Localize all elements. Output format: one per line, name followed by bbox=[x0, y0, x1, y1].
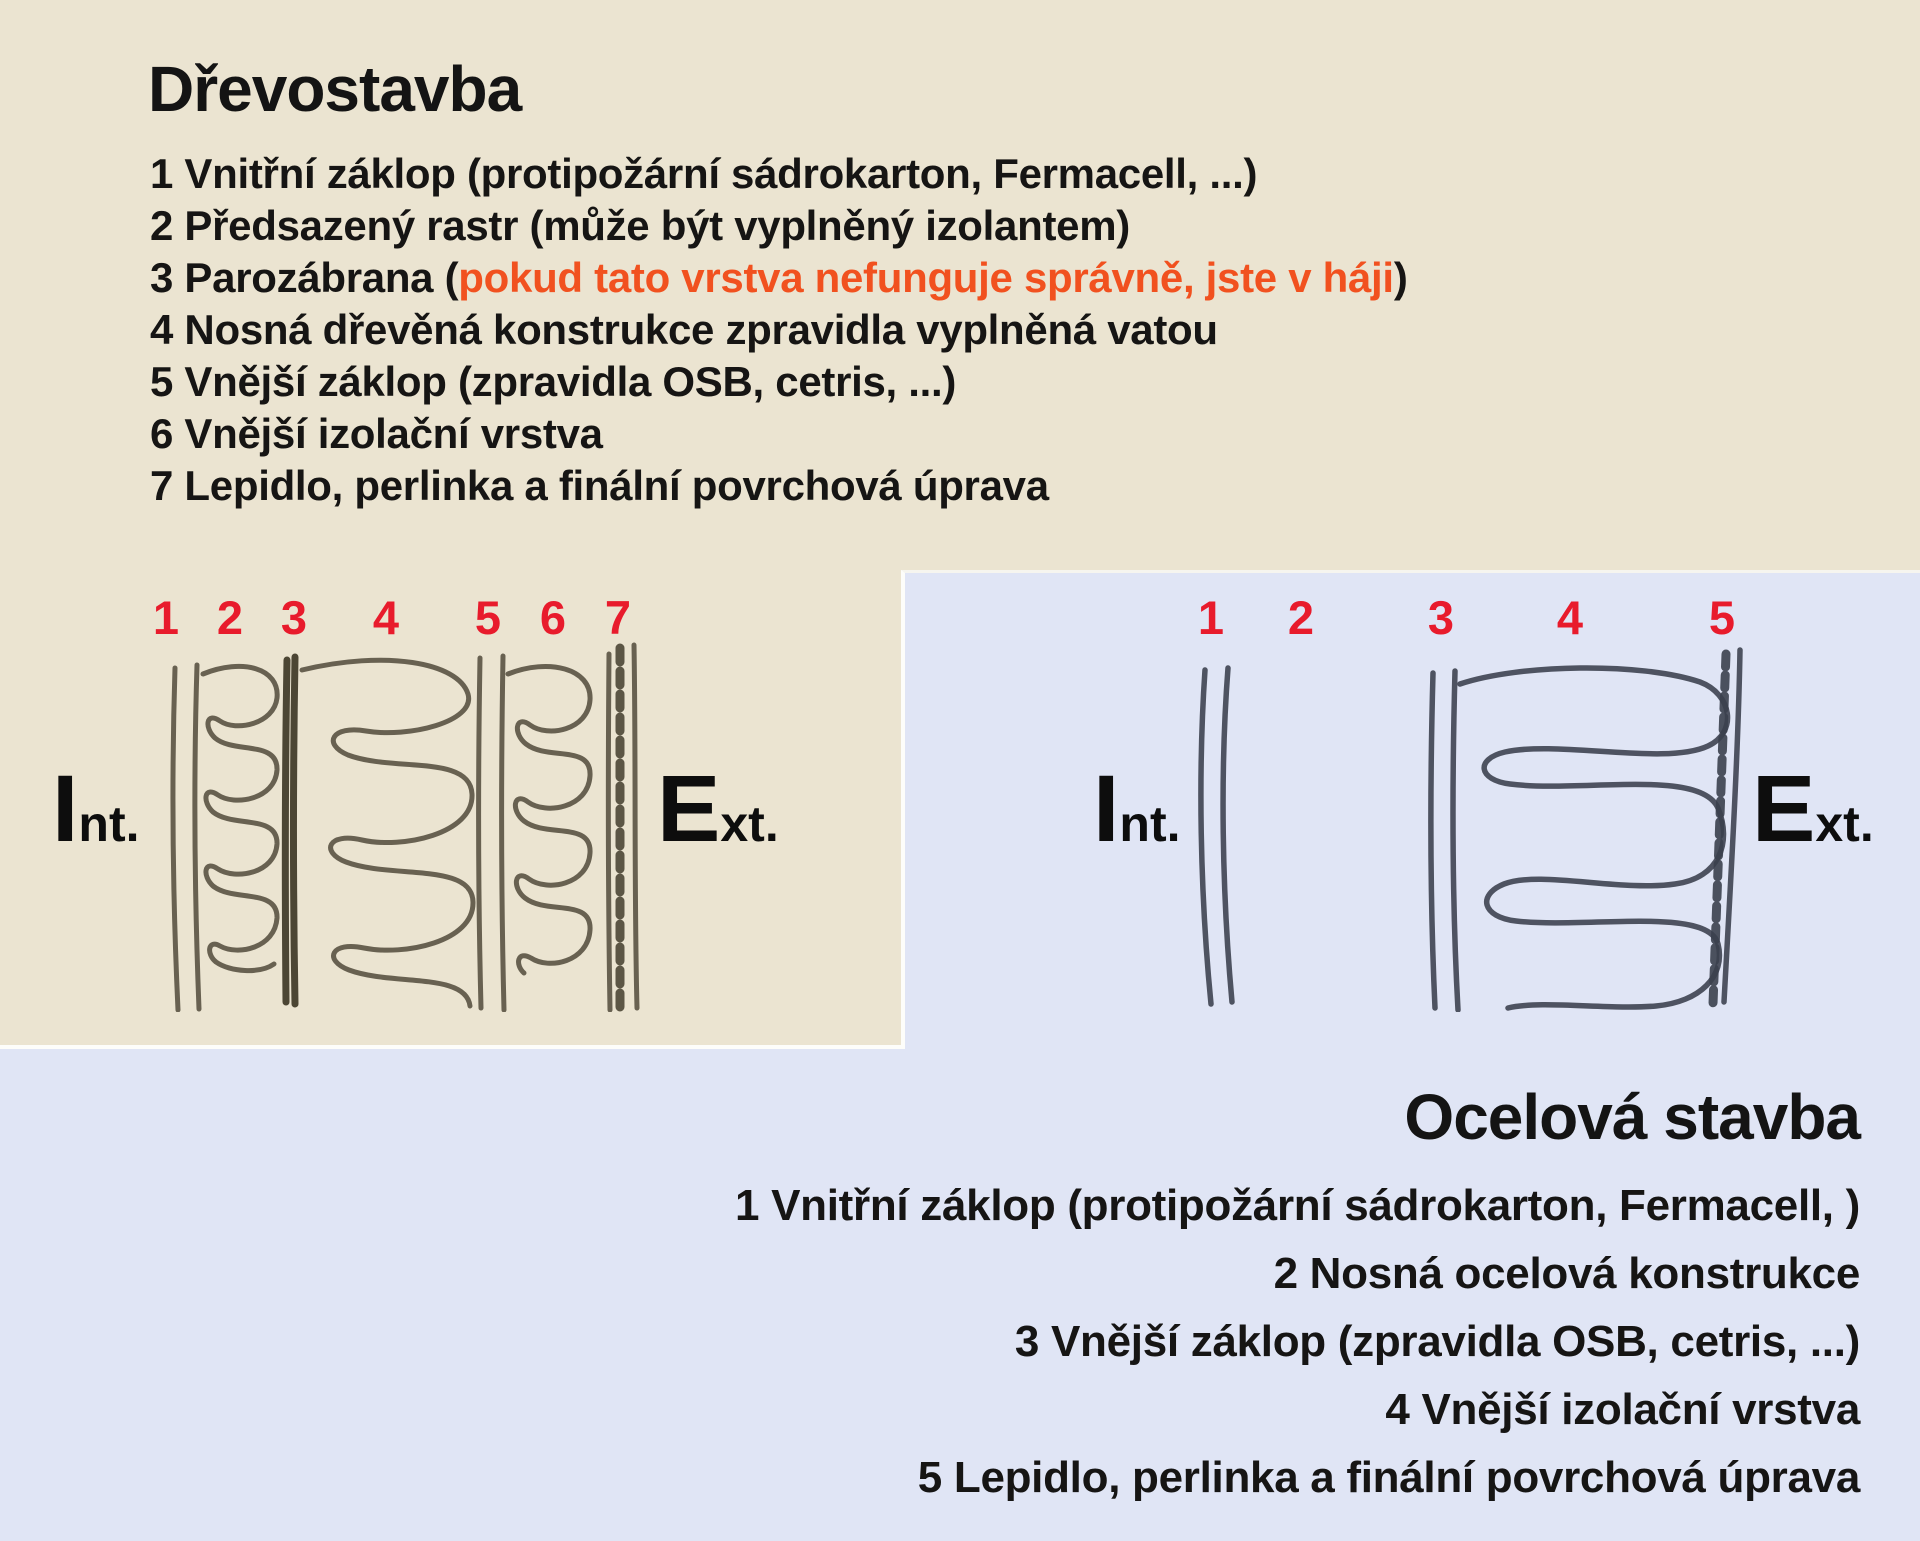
wood-layer-item-1 bbox=[150, 148, 1650, 200]
wood-layer-number-6: 6 bbox=[539, 591, 567, 644]
steel-interior-label: Int. bbox=[1093, 756, 1181, 862]
wood-exterior-label: Ext. bbox=[657, 756, 779, 862]
steel-layer-number-5: 5 bbox=[1708, 591, 1736, 644]
wood-layer-number-1: 1 bbox=[152, 591, 180, 644]
wood-layer-list bbox=[150, 148, 1650, 512]
steel-layer-item-5-text: 5 Lepidlo, perlinka a finální povrchová úprava bbox=[917, 1453, 1860, 1502]
wood-layer-number-2: 2 bbox=[216, 591, 244, 644]
wood-section-title: Dřevostavba bbox=[148, 53, 522, 125]
wood-layer-item-3: 3 Parozábrana (pokud tato vrstva nefunguje správně, jste v háji) bbox=[150, 254, 1408, 301]
wood-layer-item-7 bbox=[150, 460, 1650, 512]
wood-layer-item-2-text: 2 Předsazený rastr (může být vyplněný izolantem) bbox=[150, 202, 1130, 249]
wood-layer-item-2 bbox=[150, 200, 1650, 252]
steel-layer-number-2: 2 bbox=[1287, 591, 1315, 644]
wood-layer-item-5 bbox=[150, 356, 1650, 408]
steel-exterior-label: Ext. bbox=[1752, 756, 1874, 862]
wood-layer-item-5-text: 5 Vnější záklop (zpravidla OSB, cetris, ...) bbox=[150, 358, 957, 405]
steel-wall-cross-section-sketch bbox=[1160, 612, 1820, 1012]
steel-layer-item-5 bbox=[360, 1444, 1860, 1512]
wood-interior-label: Int. bbox=[52, 756, 140, 862]
wood-layer-item-3-warning-text: pokud tato vrstva nefunguje správně, jste v háji bbox=[458, 254, 1394, 301]
steel-layer-list bbox=[360, 1172, 1860, 1512]
steel-section-title: Ocelová stavba bbox=[1404, 1081, 1860, 1153]
wood-layer-number-7: 7 bbox=[604, 591, 632, 644]
steel-layer-item-2-text: 2 Nosná ocelová konstrukce bbox=[1273, 1249, 1860, 1298]
wood-layer-item-6 bbox=[150, 408, 1650, 460]
steel-layer-item-3 bbox=[360, 1308, 1860, 1376]
steel-layer-item-3-text: 3 Vnější záklop (zpravidla OSB, cetris, ...) bbox=[1014, 1317, 1860, 1366]
steel-layer-number-4: 4 bbox=[1556, 591, 1584, 644]
steel-layer-item-4-text: 4 Vnější izolační vrstva bbox=[1385, 1385, 1860, 1434]
wood-layer-number-5: 5 bbox=[474, 591, 502, 644]
steel-layer-item-1 bbox=[360, 1172, 1860, 1240]
wood-layer-item-1-text: 1 Vnitřní záklop (protipožární sádrokarton, Fermacell, ...) bbox=[150, 150, 1258, 197]
wood-layer-item-3-text: 3 Parozábrana ( bbox=[150, 254, 459, 301]
wood-layer-number-4: 4 bbox=[372, 591, 400, 644]
wood-layer-item-4 bbox=[150, 304, 1650, 356]
steel-layer-number-1: 1 bbox=[1197, 591, 1225, 644]
steel-layer-item-2 bbox=[360, 1240, 1860, 1308]
wood-wall-cross-section-sketch bbox=[150, 612, 670, 1012]
wood-layer-number-3: 3 bbox=[280, 591, 308, 644]
steel-layer-number-3: 3 bbox=[1427, 591, 1455, 644]
wood-layer-item-7-text: 7 Lepidlo, perlinka a finální povrchová úprava bbox=[150, 462, 1049, 509]
steel-layer-item-1-text: 1 Vnitřní záklop (protipožární sádrokarton, Fermacell, ) bbox=[735, 1181, 1860, 1230]
steel-layer-item-4 bbox=[360, 1376, 1860, 1444]
wood-layer-item-6-text: 6 Vnější izolační vrstva bbox=[150, 410, 603, 457]
wood-layer-item-4-text: 4 Nosná dřevěná konstrukce zpravidla vyplněná vatou bbox=[150, 306, 1218, 353]
